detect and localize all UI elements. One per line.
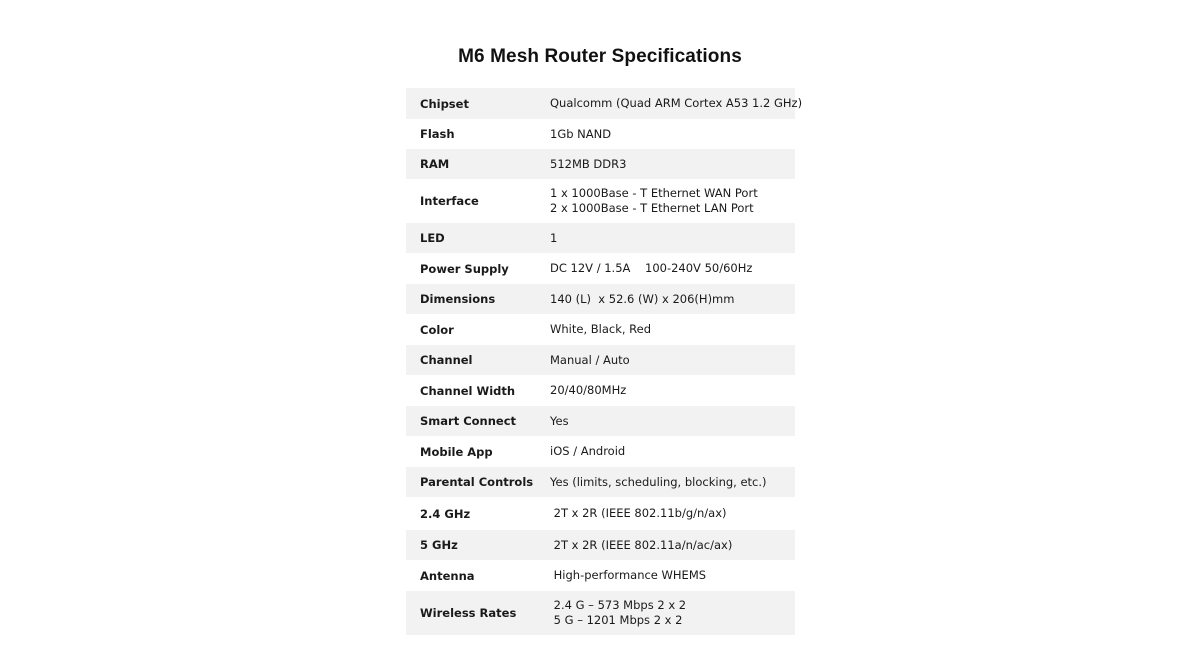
spec-label: Chipset: [420, 96, 469, 111]
spec-row-smart-connect: [406, 406, 795, 436]
spec-label: Interface: [420, 194, 479, 208]
spec-value: 2T x 2R (IEEE 802.11a/n/ac/ax): [550, 537, 733, 552]
spec-row-interface: [406, 179, 795, 223]
spec-label: Mobile App: [420, 444, 493, 459]
spec-label: Channel Width: [420, 383, 516, 398]
spec-label: Parental Controls: [420, 475, 534, 489]
spec-label: Smart Connect: [420, 414, 517, 428]
spec-value: Qualcomm (Quad ARM Cortex A53 1.2 GHz): [550, 96, 803, 110]
spec-label: Power Supply: [420, 261, 509, 276]
spec-value: 1 x 1000Base - T Ethernet WAN Port 2 x 1000Base - T Ethernet LAN Port: [550, 186, 758, 215]
spec-row-parental-controls: [406, 467, 795, 497]
spec-value: 2T x 2R (IEEE 802.11b/g/n/ax): [550, 506, 727, 520]
spec-row-power-supply: [406, 253, 795, 284]
spec-value: White, Black, Red: [550, 322, 652, 336]
spec-row-channel: [406, 345, 795, 375]
spec-label: Channel: [420, 353, 473, 367]
spec-value: Manual / Auto: [550, 352, 630, 367]
spec-row-flash: [406, 119, 795, 149]
spec-value: iOS / Android: [550, 444, 626, 458]
spec-value: 1: [550, 230, 558, 245]
spec-label: Flash: [420, 127, 455, 141]
spec-row-mobile-app: [406, 436, 795, 467]
spec-value: High-performance WHEMS: [550, 568, 707, 582]
spec-value: 1Gb NAND: [550, 126, 612, 141]
spec-value: 20/40/80MHz: [550, 383, 627, 397]
spec-table: [406, 88, 803, 635]
spec-row-antenna: [406, 560, 795, 591]
spec-label: RAM: [420, 157, 450, 171]
spec-label: Color: [420, 322, 454, 337]
spec-row-led: [406, 223, 795, 253]
spec-value: Yes (limits, scheduling, blocking, etc.): [550, 474, 767, 489]
spec-value: Yes: [550, 413, 569, 428]
spec-label: 2.4 GHz: [420, 506, 471, 521]
spec-value: DC 12V / 1.5A 100-240V 50/60Hz: [550, 261, 753, 275]
spec-row-chipset: [406, 88, 803, 119]
spec-label: LED: [420, 231, 445, 245]
spec-value: 512MB DDR3: [550, 156, 627, 171]
spec-row-dimensions: [406, 284, 795, 314]
spec-row-color: [406, 314, 795, 345]
page-title: M6 Mesh Router Specifications: [458, 46, 742, 67]
spec-row-5-ghz: [406, 530, 795, 560]
spec-row-channel-width: [406, 375, 795, 406]
spec-label: Wireless Rates: [420, 606, 517, 620]
spec-label: Antenna: [420, 568, 475, 583]
spec-row-2-4-ghz: [406, 497, 795, 530]
spec-label: 5 GHz: [420, 538, 458, 552]
spec-row-ram: [406, 149, 795, 179]
spec-row-wireless-rates: [406, 591, 795, 635]
spec-label: Dimensions: [420, 292, 496, 306]
spec-value: 140 (L) x 52.6 (W) x 206(H)mm: [550, 291, 735, 306]
spec-value: 2.4 G – 573 Mbps 2 x 2 5 G – 1201 Mbps 2 x 2: [550, 598, 687, 627]
